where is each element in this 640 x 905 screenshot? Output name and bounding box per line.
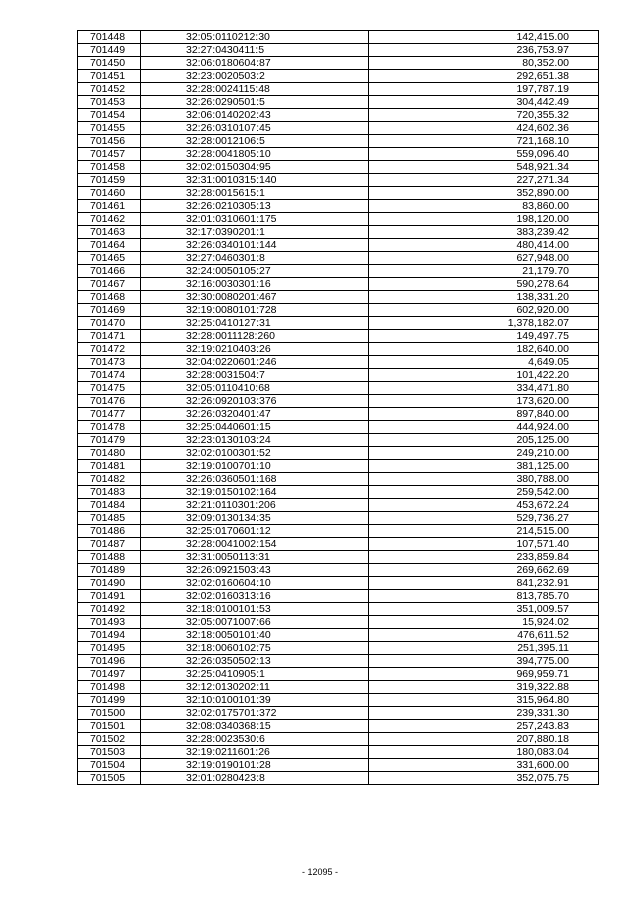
table-row: [78, 226, 599, 239]
cadastral-number-cell: 32:19:0100701:10: [141, 460, 369, 473]
amount-cell: 214,515.00: [369, 525, 599, 538]
row-number-cell: 701461: [78, 200, 141, 213]
table-row: [78, 187, 599, 200]
amount-cell: 138,331.20: [369, 291, 599, 304]
amount-cell: 180,083.04: [369, 746, 599, 759]
cadastral-number-cell: 32:05:0071007:66: [141, 616, 369, 629]
cadastral-number-cell: 32:16:0030301:16: [141, 278, 369, 291]
cadastral-number-cell: 32:25:0170601:12: [141, 525, 369, 538]
table-row: [78, 148, 599, 161]
table-row: [78, 135, 599, 148]
table-row: [78, 395, 599, 408]
cadastral-number-cell: 32:31:0010315:140: [141, 174, 369, 187]
cadastral-number-cell: 32:23:0130103:24: [141, 434, 369, 447]
cadastral-number-cell: 32:28:0041805:10: [141, 148, 369, 161]
amount-cell: 207,880.18: [369, 733, 599, 746]
cadastral-number-cell: 32:26:0350502:13: [141, 655, 369, 668]
amount-cell: 259,542.00: [369, 486, 599, 499]
cadastral-number-cell: 32:26:0921503:43: [141, 564, 369, 577]
cadastral-number-cell: 32:18:0050101:40: [141, 629, 369, 642]
table-row: [78, 382, 599, 395]
cadastral-number-cell: 32:05:0110410:68: [141, 382, 369, 395]
table-row: [78, 213, 599, 226]
cadastral-number-cell: 32:19:0210403:26: [141, 343, 369, 356]
row-number-cell: 701450: [78, 57, 141, 70]
row-number-cell: 701494: [78, 629, 141, 642]
amount-cell: 233,859.84: [369, 551, 599, 564]
table-row: [78, 668, 599, 681]
page-number: - 12095 -: [301, 867, 339, 877]
amount-cell: 480,414.00: [369, 239, 599, 252]
amount-cell: 249,210.00: [369, 447, 599, 460]
row-number-cell: 701468: [78, 291, 141, 304]
table-row: [78, 278, 599, 291]
amount-cell: 529,736.27: [369, 512, 599, 525]
amount-cell: 453,672.24: [369, 499, 599, 512]
table-row: [78, 460, 599, 473]
amount-cell: 476,611.52: [369, 629, 599, 642]
table-row: [78, 564, 599, 577]
amount-cell: 236,753.97: [369, 44, 599, 57]
row-number-cell: 701504: [78, 759, 141, 772]
table-row: [78, 434, 599, 447]
table-row: [78, 538, 599, 551]
amount-cell: 292,651.38: [369, 70, 599, 83]
row-number-cell: 701467: [78, 278, 141, 291]
table-row: [78, 31, 599, 44]
cadastral-number-cell: 32:28:0023530:6: [141, 733, 369, 746]
row-number-cell: 701503: [78, 746, 141, 759]
table-row: [78, 590, 599, 603]
amount-cell: 721,168.10: [369, 135, 599, 148]
amount-cell: 83,860.00: [369, 200, 599, 213]
cadastral-number-cell: 32:25:0440601:15: [141, 421, 369, 434]
row-number-cell: 701480: [78, 447, 141, 460]
row-number-cell: 701502: [78, 733, 141, 746]
table-row: [78, 57, 599, 70]
amount-cell: 1,378,182.07: [369, 317, 599, 330]
cadastral-number-cell: 32:28:0015615:1: [141, 187, 369, 200]
table-row: [78, 96, 599, 109]
amount-cell: 149,497.75: [369, 330, 599, 343]
row-number-cell: 701470: [78, 317, 141, 330]
table-row: [78, 642, 599, 655]
row-number-cell: 701452: [78, 83, 141, 96]
amount-cell: 720,355.32: [369, 109, 599, 122]
table-row: [78, 408, 599, 421]
amount-cell: 80,352.00: [369, 57, 599, 70]
amount-cell: 380,788.00: [369, 473, 599, 486]
cadastral-number-cell: 32:19:0150102:164: [141, 486, 369, 499]
amount-cell: 269,662.69: [369, 564, 599, 577]
cadastral-number-cell: 32:26:0920103:376: [141, 395, 369, 408]
cadastral-number-cell: 32:19:0211601:26: [141, 746, 369, 759]
table-row: [78, 447, 599, 460]
cadastral-number-cell: 32:02:0175701:372: [141, 707, 369, 720]
amount-cell: 319,322.88: [369, 681, 599, 694]
amount-cell: 590,278.64: [369, 278, 599, 291]
amount-cell: 548,921.34: [369, 161, 599, 174]
row-number-cell: 701485: [78, 512, 141, 525]
row-number-cell: 701486: [78, 525, 141, 538]
cadastral-number-cell: 32:26:0310107:45: [141, 122, 369, 135]
row-number-cell: 701483: [78, 486, 141, 499]
cadastral-number-cell: 32:28:0031504:7: [141, 369, 369, 382]
cadastral-number-cell: 32:19:0080101:728: [141, 304, 369, 317]
amount-cell: 15,924.02: [369, 616, 599, 629]
table-row: [78, 343, 599, 356]
row-number-cell: 701457: [78, 148, 141, 161]
cadastral-number-cell: 32:26:0290501:5: [141, 96, 369, 109]
table-row: [78, 265, 599, 278]
table-row: [78, 733, 599, 746]
row-number-cell: 701499: [78, 694, 141, 707]
table-row: [78, 356, 599, 369]
row-number-cell: 701456: [78, 135, 141, 148]
cadastral-number-cell: 32:25:0410127:31: [141, 317, 369, 330]
row-number-cell: 701501: [78, 720, 141, 733]
table-row: [78, 421, 599, 434]
table-body: [78, 31, 599, 785]
row-number-cell: 701498: [78, 681, 141, 694]
table-row: [78, 707, 599, 720]
row-number-cell: 701477: [78, 408, 141, 421]
row-number-cell: 701463: [78, 226, 141, 239]
amount-cell: 627,948.00: [369, 252, 599, 265]
row-number-cell: 701476: [78, 395, 141, 408]
row-number-cell: 701490: [78, 577, 141, 590]
amount-cell: 182,640.00: [369, 343, 599, 356]
cadastral-number-cell: 32:06:0140202:43: [141, 109, 369, 122]
cadastral-number-cell: 32:12:0130202:11: [141, 681, 369, 694]
row-number-cell: 701451: [78, 70, 141, 83]
table-row: [78, 681, 599, 694]
cadastral-number-cell: 32:02:0150304:95: [141, 161, 369, 174]
table-row: [78, 291, 599, 304]
cadastral-number-cell: 32:08:0340368:15: [141, 720, 369, 733]
cadastral-number-cell: 32:05:0110212:30: [141, 31, 369, 44]
table-row: [78, 239, 599, 252]
row-number-cell: 701481: [78, 460, 141, 473]
row-number-cell: 701491: [78, 590, 141, 603]
row-number-cell: 701466: [78, 265, 141, 278]
cadastral-number-cell: 32:24:0050105:27: [141, 265, 369, 278]
amount-cell: 315,964.80: [369, 694, 599, 707]
row-number-cell: 701460: [78, 187, 141, 200]
amount-cell: 813,785.70: [369, 590, 599, 603]
row-number-cell: 701455: [78, 122, 141, 135]
row-number-cell: 701484: [78, 499, 141, 512]
row-number-cell: 701488: [78, 551, 141, 564]
table-row: [78, 616, 599, 629]
cadastral-number-cell: 32:01:0280423:8: [141, 772, 369, 785]
table-row: [78, 109, 599, 122]
cadastral-number-cell: 32:28:0012106:5: [141, 135, 369, 148]
amount-cell: 173,620.00: [369, 395, 599, 408]
row-number-cell: 701493: [78, 616, 141, 629]
table-row: [78, 655, 599, 668]
row-number-cell: 701454: [78, 109, 141, 122]
amount-cell: 142,415.00: [369, 31, 599, 44]
cadastral-number-cell: 32:31:0050113:31: [141, 551, 369, 564]
amount-cell: 383,239.42: [369, 226, 599, 239]
amount-cell: 197,787.19: [369, 83, 599, 96]
amount-cell: 21,179.70: [369, 265, 599, 278]
amount-cell: 107,571.40: [369, 538, 599, 551]
row-number-cell: 701505: [78, 772, 141, 785]
amount-cell: 897,840.00: [369, 408, 599, 421]
table-row: [78, 499, 599, 512]
table-row: [78, 551, 599, 564]
cadastral-number-cell: 32:18:0100101:53: [141, 603, 369, 616]
table-row: [78, 629, 599, 642]
cadastral-number-cell: 32:18:0060102:75: [141, 642, 369, 655]
table-row: [78, 330, 599, 343]
table-row: [78, 317, 599, 330]
cadastral-number-cell: 32:10:0100101:39: [141, 694, 369, 707]
amount-cell: 394,775.00: [369, 655, 599, 668]
table-row: [78, 122, 599, 135]
table-row: [78, 44, 599, 57]
row-number-cell: 701465: [78, 252, 141, 265]
table-row: [78, 525, 599, 538]
amount-cell: 424,602.36: [369, 122, 599, 135]
cadastral-number-cell: 32:25:0410905:1: [141, 668, 369, 681]
amount-cell: 444,924.00: [369, 421, 599, 434]
table-row: [78, 603, 599, 616]
table-row: [78, 694, 599, 707]
table-row: [78, 512, 599, 525]
amount-cell: 334,471.80: [369, 382, 599, 395]
row-number-cell: 701464: [78, 239, 141, 252]
amount-cell: 227,271.34: [369, 174, 599, 187]
cadastral-number-cell: 32:09:0130134:35: [141, 512, 369, 525]
row-number-cell: 701479: [78, 434, 141, 447]
row-number-cell: 701472: [78, 343, 141, 356]
table-row: [78, 486, 599, 499]
table-row: [78, 174, 599, 187]
cadastral-number-cell: 32:02:0160604:10: [141, 577, 369, 590]
row-number-cell: 701462: [78, 213, 141, 226]
row-number-cell: 701469: [78, 304, 141, 317]
cadastral-number-cell: 32:06:0180604:87: [141, 57, 369, 70]
amount-cell: 257,243.83: [369, 720, 599, 733]
row-number-cell: 701495: [78, 642, 141, 655]
row-number-cell: 701458: [78, 161, 141, 174]
row-number-cell: 701448: [78, 31, 141, 44]
row-number-cell: 701489: [78, 564, 141, 577]
row-number-cell: 701475: [78, 382, 141, 395]
cadastral-number-cell: 32:04:0220601:246: [141, 356, 369, 369]
cadastral-number-cell: 32:26:0320401:47: [141, 408, 369, 421]
table-row: [78, 70, 599, 83]
row-number-cell: 701473: [78, 356, 141, 369]
cadastral-number-cell: 32:01:0310601:175: [141, 213, 369, 226]
cadastral-number-cell: 32:26:0340101:144: [141, 239, 369, 252]
row-number-cell: 701478: [78, 421, 141, 434]
amount-cell: 198,120.00: [369, 213, 599, 226]
amount-cell: 251,395.11: [369, 642, 599, 655]
cadastral-number-cell: 32:02:0100301:52: [141, 447, 369, 460]
row-number-cell: 701449: [78, 44, 141, 57]
table-row: [78, 577, 599, 590]
row-number-cell: 701459: [78, 174, 141, 187]
row-number-cell: 701471: [78, 330, 141, 343]
row-number-cell: 701497: [78, 668, 141, 681]
table-row: [78, 720, 599, 733]
amount-cell: 969,959.71: [369, 668, 599, 681]
row-number-cell: 701500: [78, 707, 141, 720]
row-number-cell: 701487: [78, 538, 141, 551]
amount-cell: 331,600.00: [369, 759, 599, 772]
amount-cell: 101,422.20: [369, 369, 599, 382]
amount-cell: 304,442.49: [369, 96, 599, 109]
cadastral-number-cell: 32:28:0011128:260: [141, 330, 369, 343]
row-number-cell: 701482: [78, 473, 141, 486]
cadastral-number-cell: 32:23:0020503:2: [141, 70, 369, 83]
table-row: [78, 161, 599, 174]
amount-cell: 352,075.75: [369, 772, 599, 785]
row-number-cell: 701492: [78, 603, 141, 616]
row-number-cell: 701496: [78, 655, 141, 668]
cadastral-number-cell: 32:28:0024115:48: [141, 83, 369, 96]
cadastral-number-cell: 32:30:0080201:467: [141, 291, 369, 304]
table-row: [78, 200, 599, 213]
cadastral-number-cell: 32:02:0160313:16: [141, 590, 369, 603]
table-row: [78, 473, 599, 486]
row-number-cell: 701453: [78, 96, 141, 109]
cadastral-number-cell: 32:28:0041002:154: [141, 538, 369, 551]
cadastral-number-cell: 32:27:0460301:8: [141, 252, 369, 265]
data-table: [77, 30, 599, 785]
amount-cell: 559,096.40: [369, 148, 599, 161]
cadastral-number-cell: 32:26:0210305:13: [141, 200, 369, 213]
table-row: [78, 252, 599, 265]
amount-cell: 239,331.30: [369, 707, 599, 720]
amount-cell: 352,890.00: [369, 187, 599, 200]
cadastral-number-cell: 32:26:0360501:168: [141, 473, 369, 486]
cadastral-number-cell: 32:17:0390201:1: [141, 226, 369, 239]
cadastral-number-cell: 32:19:0190101:28: [141, 759, 369, 772]
table-row: [78, 83, 599, 96]
amount-cell: 381,125.00: [369, 460, 599, 473]
table-row: [78, 759, 599, 772]
amount-cell: 351,009.57: [369, 603, 599, 616]
cadastral-number-cell: 32:27:0430411:5: [141, 44, 369, 57]
table-row: [78, 746, 599, 759]
table-row: [78, 369, 599, 382]
row-number-cell: 701474: [78, 369, 141, 382]
amount-cell: 602,920.00: [369, 304, 599, 317]
table-row: [78, 304, 599, 317]
amount-cell: 4,649.05: [369, 356, 599, 369]
amount-cell: 205,125.00: [369, 434, 599, 447]
cadastral-number-cell: 32:21:0110301:206: [141, 499, 369, 512]
amount-cell: 841,232.91: [369, 577, 599, 590]
table-row: [78, 772, 599, 785]
